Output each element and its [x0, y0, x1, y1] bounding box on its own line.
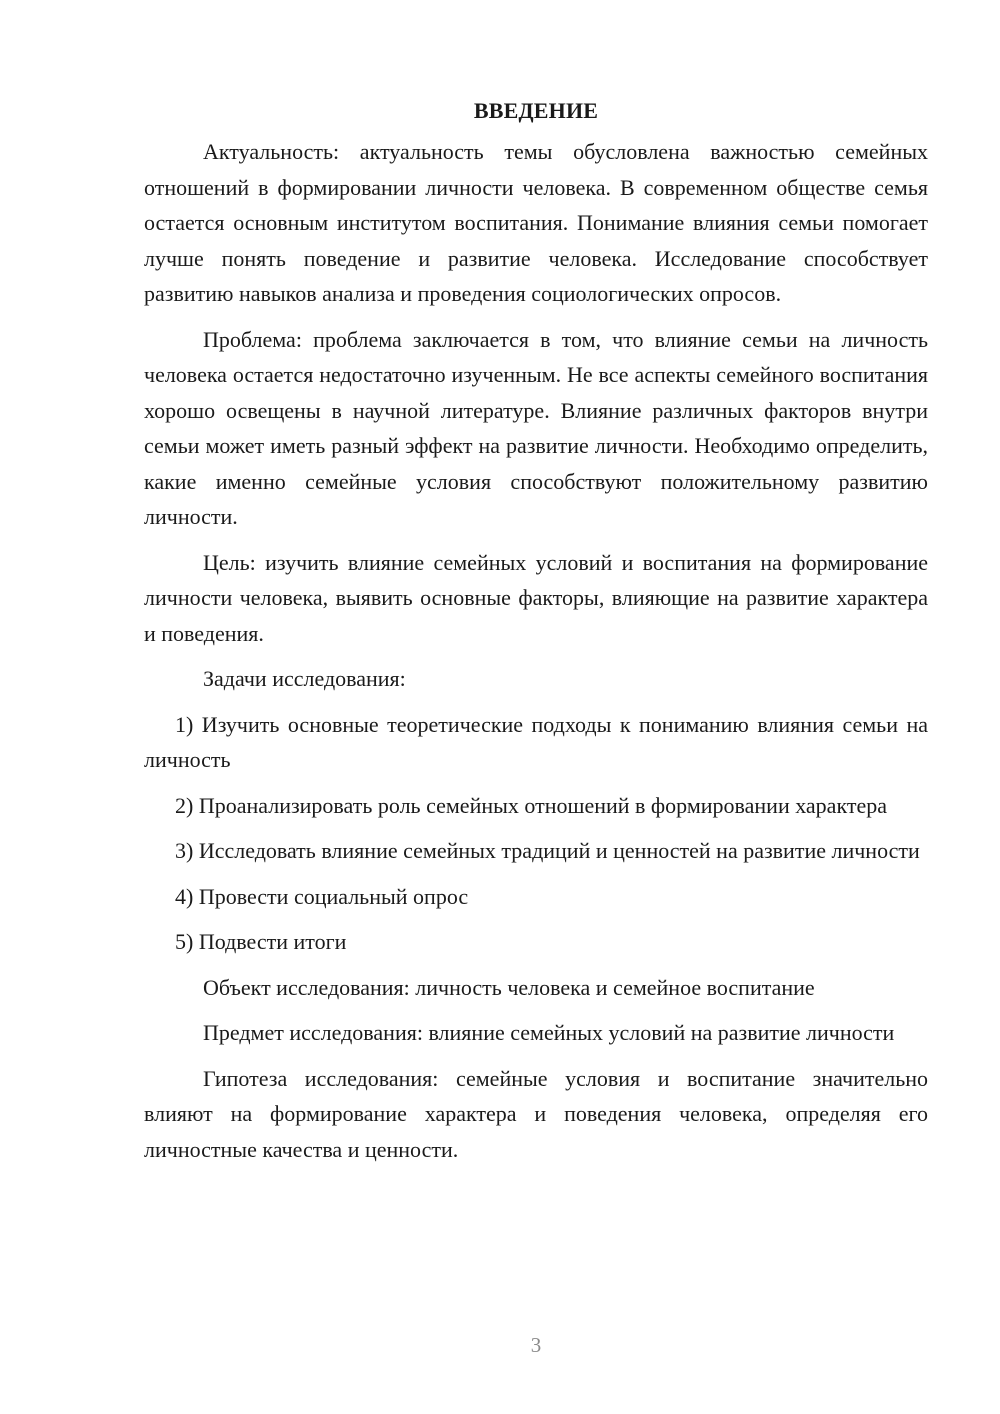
page-number: 3: [530, 1333, 542, 1357]
page-title: ВВЕДЕНИЕ: [473, 98, 599, 123]
task-item: 5) Подвести итоги: [175, 929, 347, 954]
page-number-container: [144, 1333, 928, 1358]
page-content: [144, 94, 928, 1177]
hypothesis-paragraph: Гипотеза исследования: семейные условия и воспитание значительно влияют на формирование характера и поведения человека, определяя его личностные качества и ценности.: [144, 1065, 928, 1162]
task-item: 1) Изучить основные теоретические подходы к пониманию влияния семьи на личность: [144, 711, 928, 772]
object-paragraph: Объект исследования: личность человека и семейное воспитание: [203, 974, 815, 1000]
task-item: 3) Исследовать влияние семейных традиций и ценностей на развитие личности: [175, 838, 920, 863]
tasks-heading: Задачи исследования:: [203, 666, 406, 691]
problem-paragraph: Проблема: проблема заключается в том, что влияние семьи на личность человека остается недостаточно изученным. Не все аспекты семейного воспитания хорошо освещены в научной литературе. Влияние различных факторов внутри семьи может иметь разный эффект на развитие личности. Необходимо определить, какие именно семейные условия способствуют положительному развитию личности.: [144, 326, 928, 529]
task-item: 2) Проанализировать роль семейных отношений в формировании характера: [175, 792, 887, 818]
goal-paragraph: Цель: изучить влияние семейных условий и воспитания на формирование личности человека, выявить основные факторы, влияющие на развитие характера и поведения.: [144, 549, 928, 646]
task-item: 4) Провести социальный опрос: [175, 883, 469, 909]
subject-paragraph: Предмет исследования: влияние семейных условий на развитие личности: [203, 1020, 895, 1045]
relevance-paragraph: Актуальность: актуальность темы обусловлена важностью семейных отношений в формировании личности человека. В современном обществе семья остается основным институтом воспитания. Понимание влияния семьи помогает лучше понять поведение и развитие человека. Исследование способствует развитию навыков анализа и проведения социологических опросов.: [144, 139, 928, 306]
